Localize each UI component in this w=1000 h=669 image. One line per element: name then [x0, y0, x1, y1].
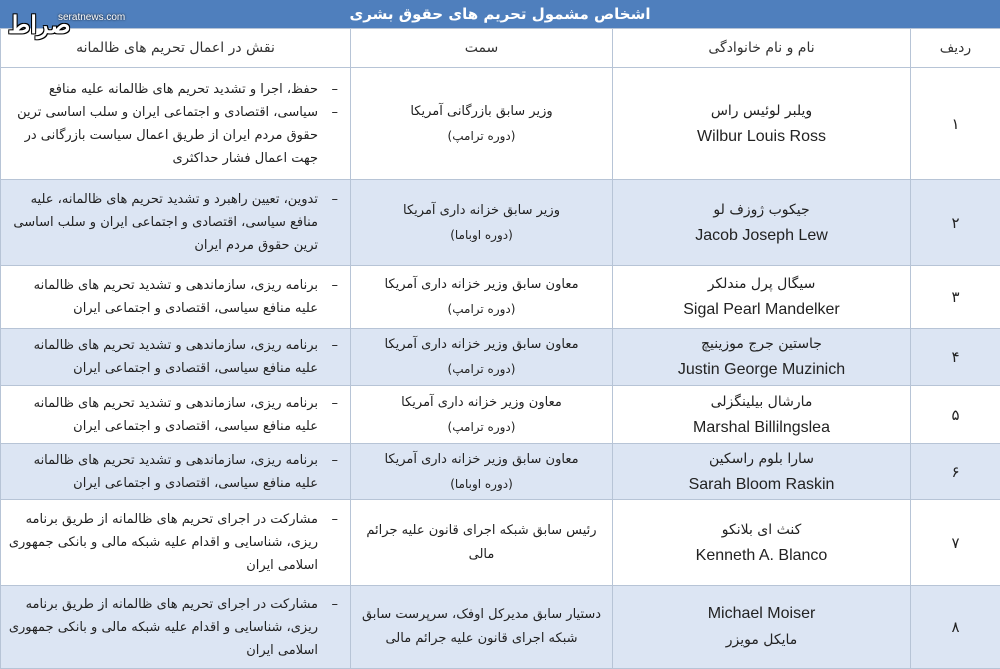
header-name: نام و نام خانوادگی: [613, 29, 911, 68]
role-item: – برنامه ریزی، سازماندهی و تشدید تحریم های ظالمانه علیه منافع سیاسی، اقتصادی و اجتماعی ایران: [7, 274, 340, 320]
position-term: (دوره ترامپ): [359, 297, 604, 321]
table-row: [1, 266, 1000, 329]
table-row: [1, 500, 1000, 586]
sanctions-table: [0, 28, 1000, 669]
row-position: [351, 500, 613, 586]
name-english: Marshal Billilngslea: [621, 415, 902, 441]
position-term: (دوره ترامپ): [359, 415, 604, 439]
header-role: نقش در اعمال تحریم های ظالمانه: [1, 29, 351, 68]
row-name: [613, 68, 911, 180]
table-row: [1, 68, 1000, 180]
row-position: [351, 68, 613, 180]
position-title: وزیر سابق بازرگانی آمریکا: [359, 100, 604, 124]
row-role: [1, 444, 351, 500]
row-role: [1, 386, 351, 444]
row-name: [613, 180, 911, 266]
row-position: [351, 329, 613, 386]
name-persian: مایکل مویزر: [621, 627, 902, 653]
row-role: [1, 500, 351, 586]
role-item: – برنامه ریزی، سازماندهی و تشدید تحریم های ظالمانه علیه منافع سیاسی، اقتصادی و اجتماعی ایران: [7, 449, 340, 495]
row-position: [351, 180, 613, 266]
name-english: Kenneth A. Blanco: [621, 543, 902, 569]
name-persian: جاستین جرج موزینیچ: [621, 331, 902, 357]
name-english: Sigal Pearl Mandelker: [621, 297, 902, 323]
row-position: [351, 586, 613, 669]
row-name: [613, 444, 911, 500]
row-name: [613, 500, 911, 586]
header-row: [1, 29, 1000, 68]
row-index: ۶: [911, 444, 1000, 500]
row-role: [1, 266, 351, 329]
name-persian: سارا بلوم راسکین: [621, 446, 902, 472]
row-index: ۳: [911, 266, 1000, 329]
position-title: رئیس سابق شبکه اجرای قانون علیه جرائم مالی: [359, 519, 604, 567]
row-name: [613, 386, 911, 444]
row-index: ۷: [911, 500, 1000, 586]
table-row: [1, 180, 1000, 266]
row-index: ۲: [911, 180, 1000, 266]
row-index: ۵: [911, 386, 1000, 444]
row-index: ۴: [911, 329, 1000, 386]
watermark-url: seratnews.com: [58, 12, 125, 23]
row-position: [351, 444, 613, 500]
table-row: [1, 444, 1000, 500]
row-role: [1, 586, 351, 669]
row-position: [351, 266, 613, 329]
name-persian: جیکوب ژوزف لو: [621, 197, 902, 223]
name-english: Jacob Joseph Lew: [621, 223, 902, 249]
position-title: معاون سابق وزیر خزانه داری آمریکا: [359, 448, 604, 472]
header-position: سمت: [351, 29, 613, 68]
name-english: Sarah Bloom Raskin: [621, 472, 902, 498]
row-name: [613, 586, 911, 669]
position-term: (دوره ترامپ): [359, 357, 604, 381]
watermark-logo: صراط: [8, 10, 70, 39]
role-item: – برنامه ریزی، سازماندهی و تشدید تحریم های ظالمانه علیه منافع سیاسی، اقتصادی و اجتماعی ایران: [7, 334, 340, 380]
table-row: [1, 586, 1000, 669]
position-title: معاون سابق وزیر خزانه داری آمریکا: [359, 333, 604, 357]
position-term: (دوره ترامپ): [359, 124, 604, 148]
row-role: [1, 68, 351, 180]
position-title: معاون سابق وزیر خزانه داری آمریکا: [359, 273, 604, 297]
watermark: [6, 4, 126, 52]
name-persian: کنث ای بلانکو: [621, 517, 902, 543]
name-persian: ویلبر لوئیس راس: [621, 98, 902, 124]
table-row: [1, 386, 1000, 444]
table-title: اشخاص مشمول تحریم های حقوق بشری: [0, 0, 1000, 28]
name-persian: مارشال بیلینگزلی: [621, 389, 902, 415]
role-item: – مشارکت در اجرای تحریم های ظالمانه از طریق برنامه ریزی، شناسایی و اقدام علیه شبکه مالی و بانکی جمهوری اسلامی ایران: [7, 508, 340, 577]
position-title: معاون وزیر خزانه داری آمریکا: [359, 391, 604, 415]
role-item: – حفظ، اجرا و تشدید تحریم های ظالمانه علیه منافع: [7, 78, 340, 101]
position-title: دستیار سابق مدیرکل اوفک، سرپرست سابق شبکه اجرای قانون علیه جرائم مالی: [359, 603, 604, 651]
header-index: ردیف: [911, 29, 1000, 68]
position-term: (دوره اوباما): [359, 472, 604, 496]
name-english: Michael Moiser: [621, 601, 902, 627]
name-persian: سیگال پرل مندلکر: [621, 271, 902, 297]
row-index: ۱: [911, 68, 1000, 180]
row-name: [613, 329, 911, 386]
table-row: [1, 329, 1000, 386]
position-term: (دوره اوباما): [359, 223, 604, 247]
position-title: وزیر سابق خزانه داری آمریکا: [359, 199, 604, 223]
name-english: Justin George Muzinich: [621, 357, 902, 383]
row-index: ۸: [911, 586, 1000, 669]
role-item: – برنامه ریزی، سازماندهی و تشدید تحریم های ظالمانه علیه منافع سیاسی، اقتصادی و اجتماعی ایران: [7, 392, 340, 438]
role-item: – سیاسی، اقتصادی و اجتماعی ایران و سلب اساسی ترین حقوق مردم ایران از طریق اعمال سیاست بازرگانی در جهت اعمال فشار حداکثری: [7, 101, 340, 170]
role-item: – مشارکت در اجرای تحریم های ظالمانه از طریق برنامه ریزی، شناسایی و اقدام علیه شبکه مالی و بانکی جمهوری اسلامی ایران: [7, 593, 340, 662]
row-role: [1, 180, 351, 266]
role-item: – تدوین، تعیین راهبرد و تشدید تحریم های ظالمانه، علیه منافع سیاسی، اقتصادی و اجتماعی ایران و سلب اساسی ترین حقوق مردم ایران: [7, 188, 340, 257]
row-role: [1, 329, 351, 386]
row-name: [613, 266, 911, 329]
row-position: [351, 386, 613, 444]
name-english: Wilbur Louis Ross: [621, 124, 902, 150]
